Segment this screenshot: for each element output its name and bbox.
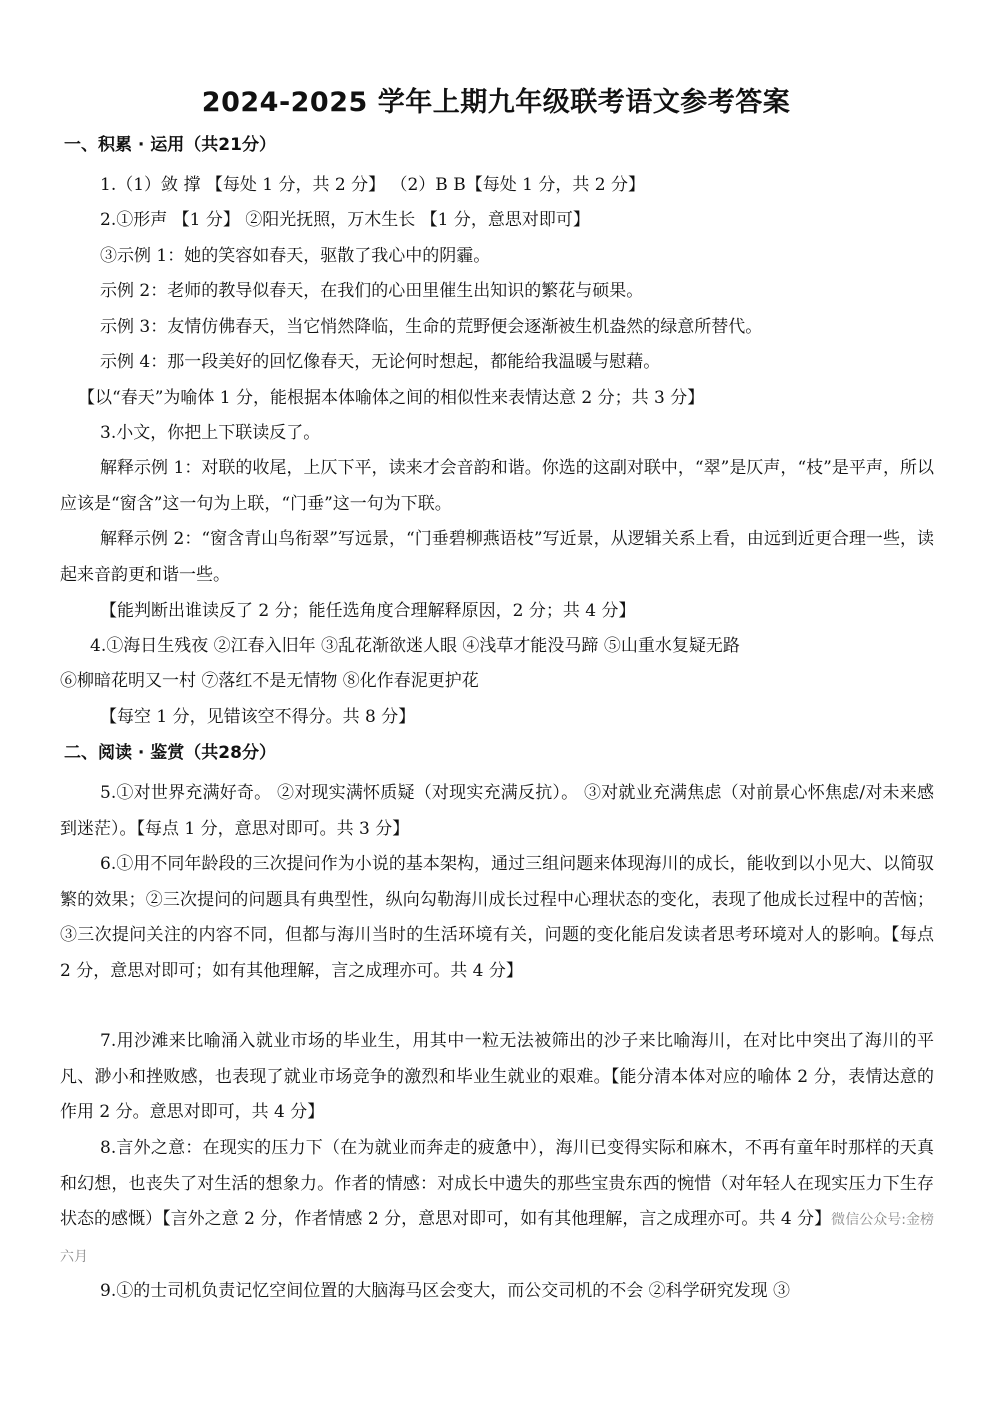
answer-q4-line2: ⑥柳暗花明又一村 ⑦落红不是无情物 ⑧化作春泥更护花 [60,671,479,691]
answer-q3: 3.小文，你把上下联读反了。 [100,423,321,443]
answer-q4-line1: 4.①海日生残夜 ②江春入旧年 ③乱花渐欲迷人眼 ④浅草才能没马蹄 ⑤山重水复疑无路 [90,636,740,656]
answer-q5: 5.①对世界充满好奇。 ②对现实满怀质疑（对现实充满反抗）。 ③对就业充满焦虑（对前景心怀焦虑/对未来感到迷茫）。【每点 1 分，意思对即可。共 3 分】 [60,783,934,839]
answer-q8 [60,1131,934,1275]
page-title: 2024-2025 学年上期九年级联考语文参考答案 [201,87,791,118]
section-heading-reading: 二、阅读 · 鉴赏（共28分） [64,743,276,763]
answer-q2-scoring: 【以“春天”为喻体 1 分，能根据本体喻体之间的相似性来表情达意 2 分；共 3 分】 [78,388,705,408]
answer-q2-example2: 示例 2：老师的教导似春天，在我们的心田里催生出知识的繁花与硕果。 [100,281,644,301]
answer-q4-scoring: 【每空 1 分，见错该空不得分。共 8 分】 [100,707,416,727]
section-heading-accumulation: 一、积累 · 运用（共21分） [64,135,276,155]
answer-q2-part1: 2.①形声 【1 分】 ②阳光抚照，万木生长 【1 分，意思对即可】 [100,210,590,230]
answer-q2-example4: 示例 4：那一段美好的回忆像春天，无论何时想起，都能给我温暖与慰藉。 [100,352,661,372]
answer-q1: 1.（1）敛 撑 【每处 1 分，共 2 分】 （2）B B【每处 1 分，共 2 分】 [100,175,645,195]
answer-q8-text: 8.言外之意：在现实的压力下（在为就业而奔走的疲惫中），海川已变得实际和麻木，不再有童年时那样的天真和幻想，也丧失了对生活的想象力。作者的情感：对成长中遗失的那些宝贵东西的惋惜（对年轻人在现实压力下生存状态的感慨）【言外之意 2 分，作者情感 2 分，意思对即可，如有其他理解，言之成理亦可。共 4 分】 [60,1138,934,1229]
answer-q7: 7.用沙滩来比喻涌入就业市场的毕业生，用其中一粒无法被筛出的沙子来比喻海川，在对比中突出了海川的平凡、渺小和挫败感，也表现了就业市场竞争的激烈和毕业生就业的艰难。【能分清本体对应的喻体 2 分，表情达意的作用 2 分。意思对即可，共 4 分】 [60,1031,934,1122]
answer-q3-explanation1: 解释示例 1：对联的收尾，上仄下平，读来才会音韵和谐。你选的这副对联中，“翠”是仄声，“枝”是平声，所以应该是“窗含”这一句为上联，“门垂”这一句为下联。 [60,458,934,514]
answer-q3-explanation2: 解释示例 2：“窗含青山鸟衔翠”写远景，“门垂碧柳燕语枝”写近景，从逻辑关系上看，由远到近更合理一些，读起来音韵更和谐一些。 [60,529,934,585]
watermark-text: 微信公众号:金榜六月 [60,1212,935,1265]
answer-q3-scoring: 【能判断出谁读反了 2 分；能任选角度合理解释原因，2 分；共 4 分】 [100,601,636,621]
answer-q2-example3: 示例 3：友情仿佛春天，当它悄然降临，生命的荒野便会逐渐被生机盎然的绿意所替代。 [100,317,763,337]
answer-q9: 9.①的士司机负责记忆空间位置的大脑海马区会变大，而公交司机的不会 ②科学研究发现 ③ [100,1281,791,1301]
answer-q2-example1: ③示例 1：她的笑容如春天，驱散了我心中的阴霾。 [100,246,491,266]
answer-q6: 6.①用不同年龄段的三次提问作为小说的基本架构，通过三组问题来体现海川的成长，能收到以小见大、以简驭繁的效果；②三次提问的问题具有典型性，纵向勾勒海川成长过程中心理状态的变化，表现了他成长过程中的苦恼；③三次提问关注的内容不同，但都与海川当时的生活环境有关，问题的变化能启发读者思考环境对人的影响。【每点 2 分，意思对即可；如有其他理解，言之成理亦可。共 4 分】 [60,854,934,981]
